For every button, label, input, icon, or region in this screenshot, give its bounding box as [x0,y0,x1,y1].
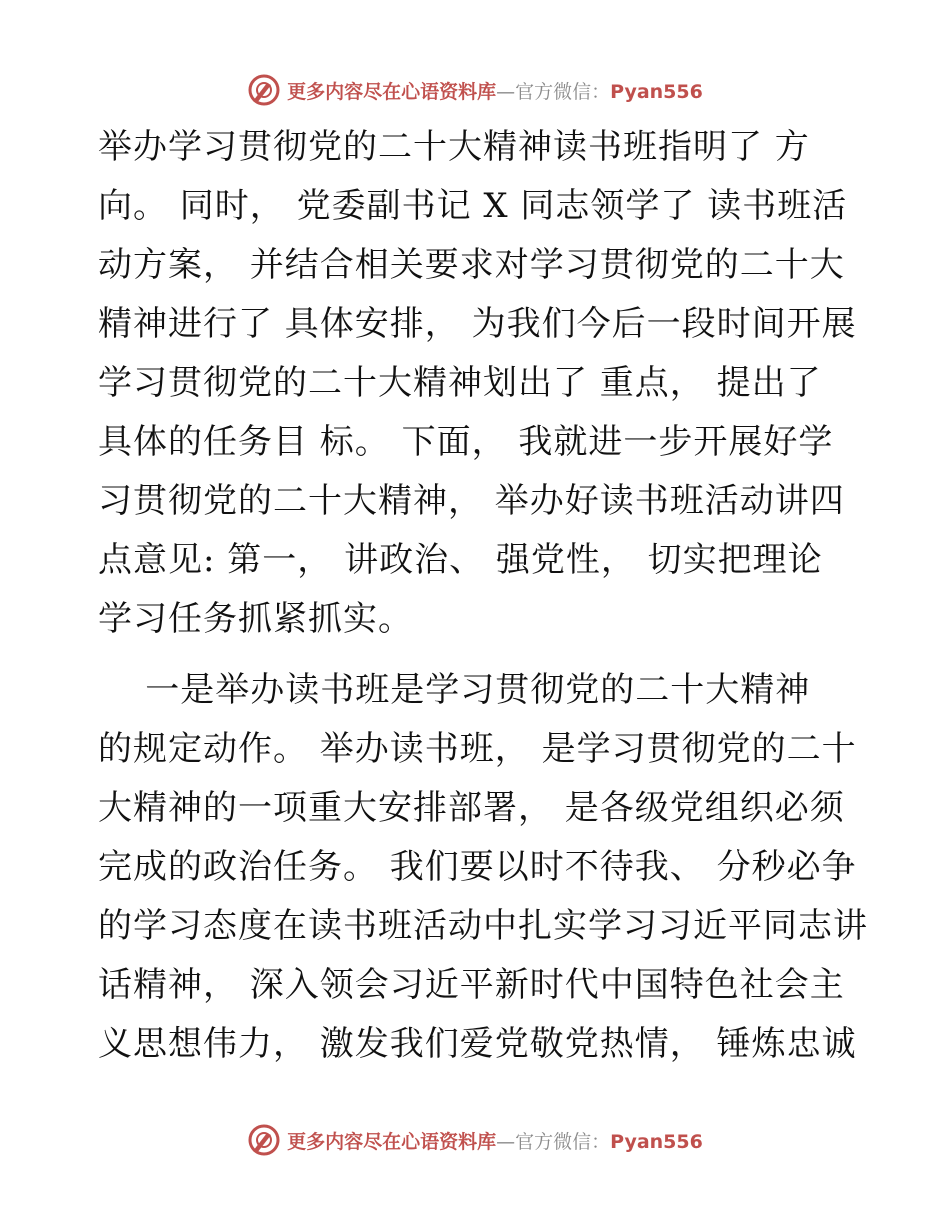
header-contact-id: Pyan556 [610,80,703,103]
brand-logo-icon [247,1123,281,1157]
text-line: 一是举办读书班是学习贯彻党的二十大精神 [98,670,811,710]
header-contact-label: 官方微信： [515,80,611,103]
brand-logo-icon [247,73,281,107]
footer-watermark-text [287,1127,703,1154]
text-line: 完成的政治任务。 我们要以时不待我、 分秒必争 [98,847,857,887]
footer-watermark [0,1120,950,1160]
text-line: 举办学习贯彻党的二十大精神读书班指明了 方 [98,127,810,167]
text-line: 大精神的一项重大安排部署， 是各级党组织必须 [98,788,845,828]
footer-contact-id: Pyan556 [610,1130,703,1153]
text-line: 义思想伟力， 激发我们爱党敬党热情， 锤炼忠诚 [98,1024,857,1064]
footer-separator: — [496,1130,516,1153]
header-watermark-text [287,77,703,104]
footer-brand-text: 更多内容尽在心语资料库 [287,1130,497,1153]
header-watermark [0,70,950,110]
text-line: 的规定动作。 举办读书班， 是学习贯彻党的二十 [98,729,857,769]
text-line: 的学习态度在读书班活动中扎实学习习近平同志讲 [98,906,868,946]
paragraph-gap [98,649,858,661]
text-line: 习贯彻党的二十大精神， 举办好读书班活动讲四 [98,481,845,521]
text-line: 动方案， 并结合相关要求对学习贯彻党的二十大 [98,245,845,285]
paragraph-2 [98,661,868,1074]
header-separator: — [496,80,516,103]
footer-contact-label: 官方微信： [515,1130,611,1153]
text-line: 点意见: 第一， 讲政治、 强党性， 切实把理论 [98,540,823,580]
text-line: 向。 同时， 党委副书记 X 同志领学了 读书班活 [98,186,848,226]
document-body [98,118,868,1074]
paragraph-1 [98,118,858,649]
text-line: 话精神， 深入领会习近平新时代中国特色社会主 [98,965,845,1005]
header-brand-text: 更多内容尽在心语资料库 [287,80,497,103]
text-line: 学习贯彻党的二十大精神划出了 重点， 提出了 [98,363,822,403]
text-line: 精神进行了 具体安排， 为我们今后一段时间开展 [98,304,857,344]
text-line: 具体的任务目 标。 下面， 我就进一步开展好学 [98,422,834,462]
text-line: 学习任务抓紧抓实。 [98,599,413,639]
